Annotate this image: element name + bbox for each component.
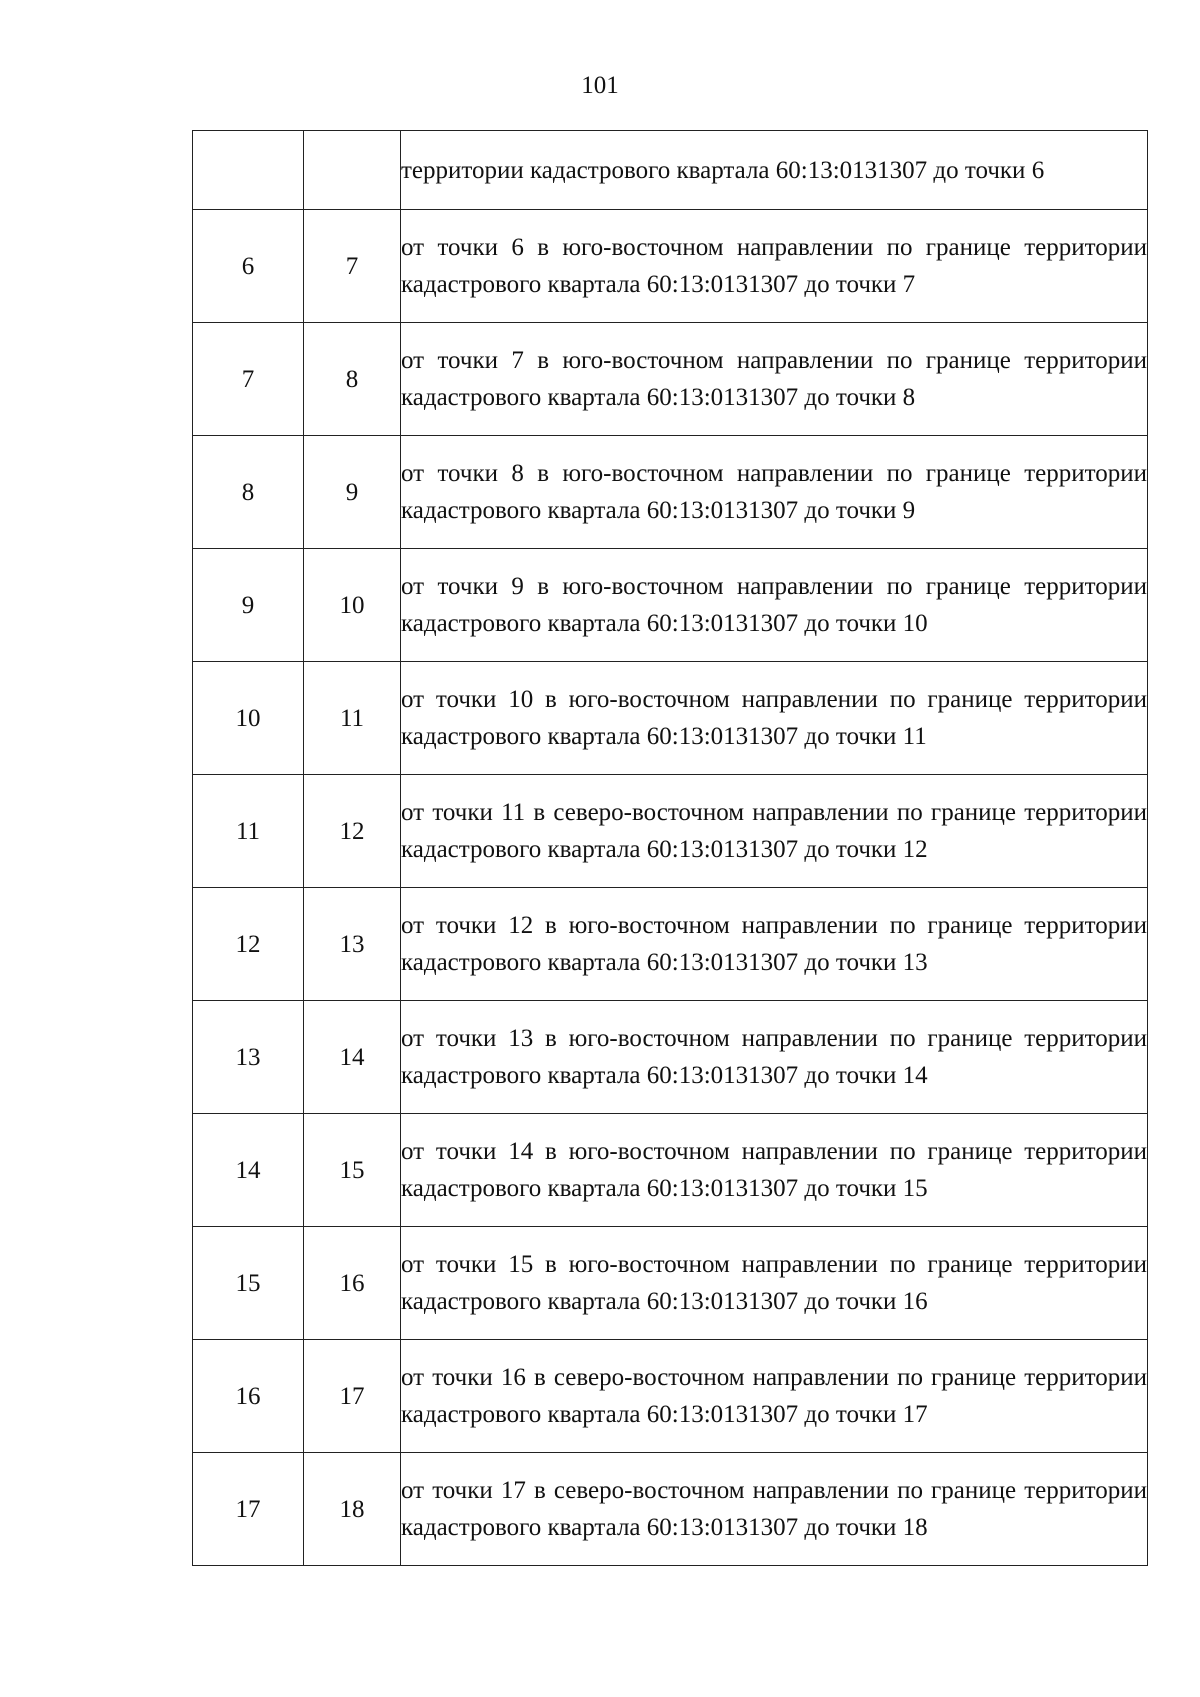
table-row: [193, 888, 1148, 1001]
from-point-cell: 15: [193, 1227, 304, 1340]
page-number: 101: [581, 72, 619, 99]
from-point-cell: 14: [193, 1114, 304, 1227]
table-row: [193, 549, 1148, 662]
to-point-cell: 18: [304, 1453, 401, 1566]
description-cell: от точки 14 в юго-восточном направлении по границе территории кадастрового квартала 60:13:0131307 до точки 15: [401, 1114, 1148, 1227]
from-point-cell: [193, 131, 304, 210]
from-point-cell: 13: [193, 1001, 304, 1114]
table-row: [193, 1114, 1148, 1227]
to-point-cell: 14: [304, 1001, 401, 1114]
to-point-cell: 10: [304, 549, 401, 662]
to-point-cell: 15: [304, 1114, 401, 1227]
table-row: [193, 323, 1148, 436]
from-point-cell: 6: [193, 210, 304, 323]
description-cell: территории кадастрового квартала 60:13:0131307 до точки 6: [401, 131, 1148, 210]
table-row: [193, 1001, 1148, 1114]
description-cell: от точки 12 в юго-восточном направлении по границе территории кадастрового квартала 60:13:0131307 до точки 13: [401, 888, 1148, 1001]
description-cell: от точки 9 в юго-восточном направлении по границе территории кадастрового квартала 60:13:0131307 до точки 10: [401, 549, 1148, 662]
from-point-cell: 12: [193, 888, 304, 1001]
description-cell: от точки 6 в юго-восточном направлении по границе территории кадастрового квартала 60:13:0131307 до точки 7: [401, 210, 1148, 323]
from-point-cell: 11: [193, 775, 304, 888]
table-row: [193, 1340, 1148, 1453]
table-row: [193, 1227, 1148, 1340]
to-point-cell: 11: [304, 662, 401, 775]
table-row: [193, 1453, 1148, 1566]
description-cell: от точки 11 в северо-восточном направлении по границе территории кадастрового квартала 60:13:0131307 до точки 12: [401, 775, 1148, 888]
from-point-cell: 17: [193, 1453, 304, 1566]
description-cell: от точки 8 в юго-восточном направлении по границе территории кадастрового квартала 60:13:0131307 до точки 9: [401, 436, 1148, 549]
from-point-cell: 8: [193, 436, 304, 549]
description-cell: от точки 17 в северо-восточном направлении по границе территории кадастрового квартала 60:13:0131307 до точки 18: [401, 1453, 1148, 1566]
from-point-cell: 10: [193, 662, 304, 775]
to-point-cell: 9: [304, 436, 401, 549]
to-point-cell: 16: [304, 1227, 401, 1340]
from-point-cell: 9: [193, 549, 304, 662]
table-row: [193, 775, 1148, 888]
to-point-cell: 8: [304, 323, 401, 436]
description-cell: от точки 10 в юго-восточном направлении по границе территории кадастрового квартала 60:13:0131307 до точки 11: [401, 662, 1148, 775]
to-point-cell: 12: [304, 775, 401, 888]
description-cell: от точки 15 в юго-восточном направлении по границе территории кадастрового квартала 60:13:0131307 до точки 16: [401, 1227, 1148, 1340]
table-row: [193, 210, 1148, 323]
from-point-cell: 7: [193, 323, 304, 436]
from-point-cell: 16: [193, 1340, 304, 1453]
to-point-cell: 17: [304, 1340, 401, 1453]
table-row: [193, 662, 1148, 775]
table-row: [193, 436, 1148, 549]
to-point-cell: [304, 131, 401, 210]
to-point-cell: 13: [304, 888, 401, 1001]
description-cell: от точки 7 в юго-восточном направлении по границе территории кадастрового квартала 60:13:0131307 до точки 8: [401, 323, 1148, 436]
boundary-table: [192, 130, 1148, 1566]
description-cell: от точки 13 в юго-восточном направлении по границе территории кадастрового квартала 60:13:0131307 до точки 14: [401, 1001, 1148, 1114]
description-cell: от точки 16 в северо-восточном направлении по границе территории кадастрового квартала 60:13:0131307 до точки 17: [401, 1340, 1148, 1453]
to-point-cell: 7: [304, 210, 401, 323]
table-row: [193, 131, 1148, 210]
